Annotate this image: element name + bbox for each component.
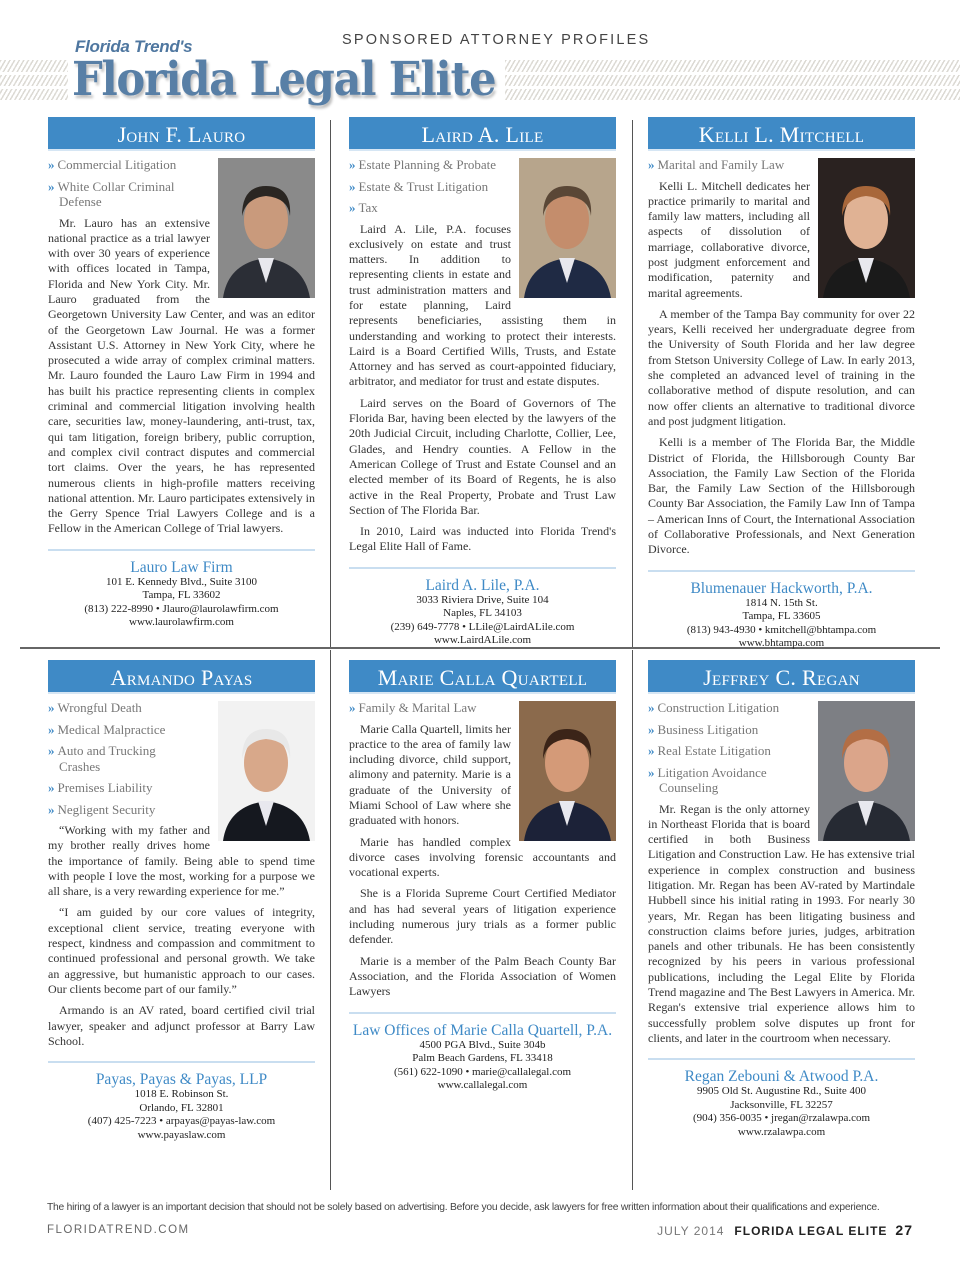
column-divider [632, 650, 633, 1190]
firm-phone-email[interactable]: (813) 943-4930 • kmitchell@bhtampa.com [686, 623, 877, 636]
firm-phone-email[interactable]: (813) 222-8990 • Jlauro@laurolawfirm.com [84, 602, 279, 615]
advertising-disclaimer: The hiring of a lawyer is an important decision that should not be solely based on advertising. Before you decide, ask lawyers for free written information about their qualifications and experience. [47, 1202, 880, 1213]
column-divider [330, 650, 331, 1190]
column-divider [330, 120, 331, 648]
firm-address: Tampa, FL 33602 [142, 589, 221, 602]
bio-paragraph: Laird serves on the Board of Governors of The Florida Bar, having been elected by the lawyers of the 20th Judicial Circuit, including Charlotte, Collier, Lee, Glades, and Hendry counties. A Fellow in the American College of Trust and Estate Counsel and an elected member of its Board of Regents, he is also active in the Real Property, Probate and Trust Law Section of The Florida Bar. [349, 395, 616, 517]
firm-address: Orlando, FL 32801 [139, 1101, 224, 1114]
firm-website[interactable]: www.callalegal.com [437, 1079, 528, 1092]
attorney-profile [349, 117, 616, 648]
firm-address: 9905 Old St. Augustine Rd., Suite 400 [697, 1085, 866, 1098]
firm-address: Naples, FL 34103 [443, 607, 522, 620]
practice-area-label: Estate Planning & Probate [358, 157, 497, 172]
bio-paragraph: “Working with my father and my brother really drives home the importance of family. Being able to spend time with people I love the most, working for a purpose we all share, is a very rewarding experience for me.” [48, 823, 315, 899]
bio-paragraph: Kelli L. Mitchell dedicates her practice primarily to marital and family law matters, including all aspects of dissolution of marriage, collaborative divorce, post judgment enforcement and modification, paternity and marital agreements. [648, 178, 810, 300]
decorative-hatch-right [505, 60, 960, 100]
chevron-right-icon: » [48, 801, 55, 817]
footer-site[interactable]: FLORIDATREND.COM [47, 1224, 190, 1236]
chevron-right-icon: » [349, 700, 356, 715]
firm-website[interactable]: www.payaslaw.com [137, 1128, 226, 1141]
page-title: Florida Legal Elite [72, 52, 496, 107]
decorative-hatch-left [0, 60, 68, 100]
page-number: 27 [895, 1222, 913, 1238]
practice-area-label-cont: Counseling [659, 780, 719, 795]
section-name: FLORIDA LEGAL ELITE [734, 1224, 888, 1238]
attorney-portrait [218, 158, 315, 298]
bio-paragraph: Marie has handled complex divorce cases involving forensic accountants and vocational experts. [349, 834, 616, 880]
firm-phone-email[interactable]: (561) 622-1090 • marie@callalegal.com [393, 1065, 572, 1078]
practice-area-label: Auto and Trucking [57, 743, 156, 758]
bio-paragraph: She is a Florida Supreme Court Certified Mediator and has had several years of litigation experience including numerous jury trials as a former public defender. [349, 886, 616, 947]
chevron-right-icon: » [48, 780, 55, 795]
firm-address: 4500 PGA Blvd., Suite 304b [419, 1038, 546, 1051]
firm-website[interactable]: www.LairdALile.com [433, 634, 532, 647]
firm-address: Tampa, FL 33605 [742, 610, 821, 623]
attorney-name: Kelli L. Mitchell [648, 117, 915, 151]
bio-paragraph: Marie Calla Quartell, limits her practice to the area of family law including divorce, child support, alimony and paternity. Marie is a graduate of the University of Miami School of Law where she graduated with honors. [349, 721, 511, 828]
footer-folio [657, 1222, 913, 1238]
attorney-profile [648, 117, 915, 651]
firm-website[interactable]: www.rzalawpa.com [737, 1125, 826, 1138]
practice-area-label: Wrongful Death [57, 700, 142, 715]
chevron-right-icon: » [648, 764, 655, 780]
attorney-name: John F. Lauro [48, 117, 315, 151]
practice-area-label: Marital and Family Law [657, 157, 785, 172]
practice-area-label: Family & Marital Law [358, 700, 477, 715]
chevron-right-icon: » [48, 700, 55, 715]
practice-area-label: White Collar Criminal [57, 178, 175, 194]
firm-address: 1018 E. Robinson St. [134, 1088, 229, 1101]
bio-paragraph: Laird A. Lile, P.A. focuses exclusively on estate and trust matters. In addition to representing clients in estate and trust administration matters and for estate planning, Laird represents beneficiaries, assisting them in understanding and working to protect their interests. Laird is a Board Certified Wills, Trusts, and Estate Attorney and has served as court-appointed fiduciary, arbitrator, and mediator for trust and estate disputes. [349, 221, 616, 389]
chevron-right-icon: » [648, 700, 655, 715]
firm-phone-email[interactable]: (239) 649-7778 • LLile@LairdALile.com [390, 620, 575, 633]
issue-date: JULY 2014 [657, 1224, 725, 1238]
practice-area-label: Negligent Security [57, 801, 156, 817]
attorney-name: Marie Calla Quartell [349, 660, 616, 694]
firm-name: Law Offices of Marie Calla Quartell, P.A. [352, 1021, 613, 1039]
bio-paragraph: Mr. Regan is the only attorney in Northeast Florida that is board certified in both Business Litigation and Construction Law. He has extensive trial experience in complex construction and business litigation. Mr. Regan has been AV-rated by Martindale Hubbell since his initial rating in 1993. For nearly 30 years, Mr. Regan has been litigating business and construction claims before juries, judges, arbitration panels and other tribunals. He has been consistently recognized by his peers in various professional publications, including the Legal Elite by Florida Trend magazine and The Best Lawyers in America. Mr. Regan's extensive trial experience allows him to successfully problem solve disputes up front for clients, and later in the courtroom when necessary. [648, 801, 915, 1045]
firm-phone-email[interactable]: (904) 356-0035 • jregan@rzalawpa.com [692, 1112, 871, 1125]
practice-area-label: Estate & Trust Litigation [358, 178, 489, 194]
attorney-profile [349, 660, 616, 1093]
chevron-right-icon: » [349, 157, 356, 172]
firm-name: Laird A. Lile, P.A. [425, 576, 540, 594]
firm-address: Palm Beach Gardens, FL 33418 [412, 1052, 553, 1065]
firm-contact [349, 567, 616, 648]
firm-contact [648, 1058, 915, 1139]
bio-paragraph: Kelli is a member of The Florida Bar, the Middle District of Florida, the Hillsborough County Bar Association, the Family Law Section of the Florida Bar, the Family Law Section of the Hillsborough County Bar Association, the Family Law Inn of Tampa – American Inns of Court, the International Association of Collaborative Professionals, and Next Generation Divorce. [648, 435, 915, 557]
firm-contact [349, 1012, 616, 1093]
firm-address: Jacksonville, FL 32257 [730, 1098, 833, 1111]
practice-area-label: Business Litigation [657, 721, 759, 737]
chevron-right-icon: » [349, 178, 356, 194]
firm-contact [48, 549, 315, 630]
attorney-portrait [519, 701, 616, 841]
bio-paragraph: In 2010, Laird was inducted into Florida Trend's Legal Elite Hall of Fame. [349, 524, 616, 554]
column-divider [632, 120, 633, 648]
practice-area-label: Premises Liability [57, 780, 153, 795]
chevron-right-icon: » [648, 721, 655, 737]
firm-address: 3033 Riviera Drive, Suite 104 [416, 593, 549, 606]
chevron-right-icon: » [48, 743, 55, 758]
bio-paragraph: Mr. Lauro has an extensive national practice as a trial lawyer with over 30 years of experience with offices located in Tampa, Florida and New York City. Mr. Lauro graduated from the Georgetown University Law Center, and was an editor of the Georgetown Law Journal. He was a former Assistant U.S. Attorney in New York City, where he prosecuted a wide array of complex criminal matters. Mr. Lauro founded the Lauro Law Firm in 1994 and has built his practice representing clients in complex criminal and commercial litigation involving health care, securities law, money-laundering, anti-trust, tax, qui tam litigation, foreign bribery, public corruption, and complex civil contract disputes and commercial tort claims. Over the years, he has represented numerous clients in high-profile matters receiving national attention. Mr. Lauro participates extensively in the Gerry Spence Trial Lawyers College and is a Fellow in the American College of Trial lawyers. [48, 215, 315, 536]
practice-area-label: Medical Malpractice [57, 721, 166, 737]
attorney-name: Armando Payas [48, 660, 315, 694]
practice-area-label: Real Estate Litigation [657, 743, 771, 758]
attorney-profile [648, 660, 915, 1139]
practice-area-label-cont: Crashes [59, 758, 101, 774]
practice-area-label: Construction Litigation [657, 700, 780, 715]
chevron-right-icon: » [48, 721, 55, 737]
brand-florida-trends: Florida Trend's [75, 37, 193, 56]
practice-area-label: Litigation Avoidance [657, 764, 767, 780]
firm-name: Lauro Law Firm [130, 558, 233, 576]
bio-paragraph: Armando is an AV rated, board certified civil trial lawyer, speaker and adjunct professor at Barry Law School. [48, 1003, 315, 1048]
bio-paragraph: “I am guided by our core values of integrity, exceptional client service, treating everyone with respect, kindness and compassion and commitment to continued professional and personal growth. We take an aggressive, but humanistic approach to our cases. Our clients become part of our family.” [48, 905, 315, 996]
firm-phone-email[interactable]: (407) 425-7223 • arpayas@payas-law.com [87, 1115, 276, 1128]
practice-area-label: Commercial Litigation [57, 157, 177, 172]
chevron-right-icon: » [48, 157, 55, 172]
firm-website[interactable]: www.laurolawfirm.com [129, 616, 234, 629]
firm-name: Regan Zebouni & Atwood P.A. [684, 1068, 879, 1086]
attorney-name: Jeffrey C. Regan [648, 660, 915, 694]
chevron-right-icon: » [349, 200, 356, 215]
chevron-right-icon: » [648, 157, 655, 172]
firm-contact [48, 1061, 315, 1142]
firm-website[interactable]: www.bhtampa.com [738, 637, 825, 650]
attorney-portrait [818, 701, 915, 841]
firm-name: Blumenauer Hackworth, P.A. [690, 579, 873, 597]
firm-address: 1814 N. 15th St. [745, 596, 818, 609]
attorney-profile [48, 117, 315, 630]
practice-area-label: Tax [358, 200, 378, 215]
attorney-portrait [519, 158, 616, 298]
chevron-right-icon: » [648, 743, 655, 758]
firm-name: Payas, Payas & Payas, LLP [95, 1071, 268, 1089]
section-kicker: SPONSORED ATTORNEY PROFILES [342, 32, 651, 48]
attorney-profile [48, 660, 315, 1142]
attorney-portrait [218, 701, 315, 841]
bio-paragraph: Marie is a member of the Palm Beach County Bar Association, and the Florida Association of Women Lawyers [349, 953, 616, 999]
bio-paragraph: A member of the Tampa Bay community for over 22 years, Kelli received her undergraduate degree from the University of South Florida and her law degree from Stetson University College of Law. In early 2013, she completed an advanced level of training in the collaborative method of dispute resolution, and can now offer clients an alternative to traditional divorce and post judgment litigation. [648, 306, 915, 428]
firm-contact [648, 570, 915, 651]
firm-address: 101 E. Kennedy Blvd., Suite 3100 [106, 575, 257, 588]
practice-area-label-cont: Defense [59, 194, 102, 209]
chevron-right-icon: » [48, 178, 55, 194]
attorney-name: Laird A. Lile [349, 117, 616, 151]
attorney-portrait [818, 158, 915, 298]
